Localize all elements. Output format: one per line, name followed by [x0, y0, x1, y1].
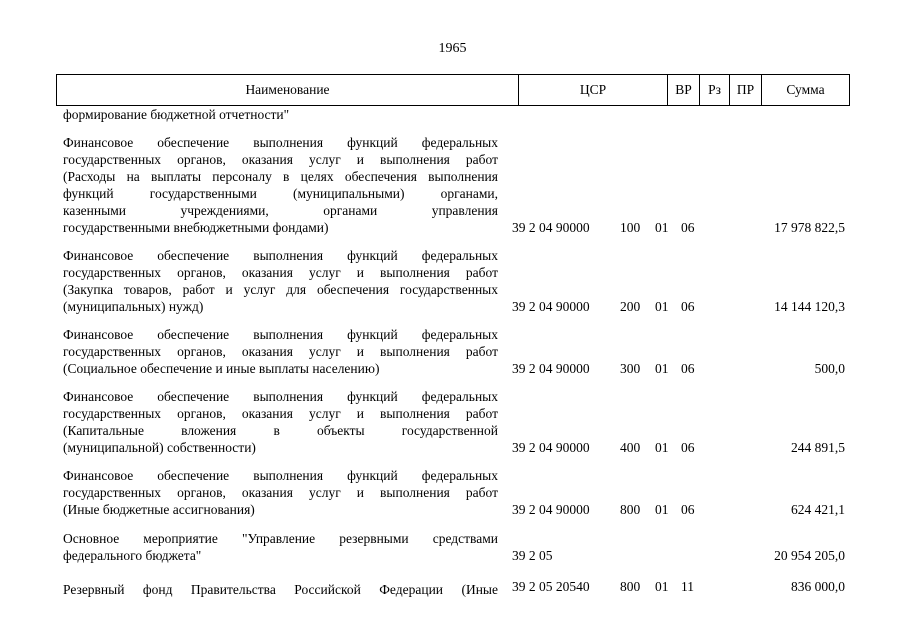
header-csr: ЦСР — [519, 75, 668, 105]
row-pr: 06 — [681, 361, 695, 376]
row-sum: 244 891,5 — [791, 440, 845, 455]
header-sum: Сумма — [786, 82, 825, 97]
row-name-line: Основное мероприятие "Управление резервными средствами — [63, 531, 498, 546]
row-name-line: федерального бюджета" — [63, 548, 202, 563]
row-name-line: государственных органов, оказания услуг и выполнения работ — [63, 485, 498, 500]
row-csr: 39 2 05 20540 — [512, 579, 590, 594]
row-name — [63, 106, 498, 123]
row-vr: 800 — [620, 579, 641, 594]
row-name — [63, 530, 498, 564]
row-name — [63, 247, 498, 315]
row-csr: 39 2 04 90000 — [512, 361, 590, 376]
row-csr: 39 2 04 90000 — [512, 220, 590, 235]
row-sum: 20 954 205,0 — [774, 548, 845, 563]
row-csr: 39 2 04 90000 — [512, 299, 590, 314]
row-pr: 06 — [681, 440, 695, 455]
row-name-line: государственными внебюджетными фондами) — [63, 220, 329, 235]
row-csr: 39 2 05 — [512, 548, 553, 563]
row-name-line: государственных органов, оказания услуг и выполнения работ — [63, 265, 498, 280]
row-name-line: Резервный фонд Правительства Российской Федерации (Иные — [63, 582, 498, 597]
row-name-line: Финансовое обеспечение выполнения функций федеральных — [63, 135, 498, 150]
row-rz: 01 — [655, 502, 669, 517]
table-header — [56, 74, 850, 106]
row-rz: 01 — [655, 299, 669, 314]
row-name-line: государственных органов, оказания услуг и выполнения работ — [63, 344, 498, 359]
page-number: 1965 — [438, 41, 467, 56]
row-name-line: Финансовое обеспечение выполнения функций федеральных — [63, 389, 498, 404]
row-csr: 39 2 04 90000 — [512, 440, 590, 455]
header-vr: ВР — [668, 75, 700, 105]
row-vr: 400 — [620, 440, 641, 455]
row-vr: 200 — [620, 299, 641, 314]
row-rz: 01 — [655, 579, 669, 594]
row-pr: 06 — [681, 299, 695, 314]
row-rz: 01 — [655, 220, 669, 235]
header-rz: Рз — [700, 75, 730, 105]
row-vr: 100 — [620, 220, 641, 235]
row-name-line: (Закупка товаров, работ и услуг для обеспечения государственных — [63, 282, 498, 297]
row-rz: 01 — [655, 440, 669, 455]
row-pr: 06 — [681, 220, 695, 235]
row-name-line: государственных органов, оказания услуг и выполнения работ — [63, 406, 498, 421]
row-name-line: (муниципальных) нужд) — [63, 299, 204, 314]
row-vr: 800 — [620, 502, 641, 517]
row-name-line: (муниципальной) собственности) — [63, 440, 256, 455]
row-name-line: Финансовое обеспечение выполнения функций федеральных — [63, 468, 498, 483]
row-name — [63, 581, 498, 598]
row-name-line: формирование бюджетной отчетности" — [63, 107, 290, 122]
row-vr: 300 — [620, 361, 641, 376]
row-csr: 39 2 04 90000 — [512, 502, 590, 517]
header-pr: ПР — [730, 75, 762, 105]
row-name — [63, 388, 498, 456]
header-name: Наименование — [57, 75, 519, 105]
row-name-line: Финансовое обеспечение выполнения функций федеральных — [63, 248, 498, 263]
row-rz: 01 — [655, 361, 669, 376]
row-name-line: казенными учреждениями, органами управления — [63, 203, 498, 218]
row-name-line: (Капитальные вложения в объекты государственной — [63, 423, 498, 438]
row-name — [63, 134, 498, 236]
row-name-line: (Расходы на выплаты персоналу в целях обеспечения выполнения — [63, 169, 498, 184]
row-name-line: (Социальное обеспечение и иные выплаты населению) — [63, 361, 380, 376]
row-pr: 06 — [681, 502, 695, 517]
row-name — [63, 467, 498, 518]
row-pr: 11 — [681, 579, 694, 594]
row-name-line: функций государственными (муниципальными) органами, — [63, 186, 498, 201]
row-sum: 500,0 — [814, 361, 845, 376]
row-sum: 624 421,1 — [791, 502, 845, 517]
row-name-line: Финансовое обеспечение выполнения функций федеральных — [63, 327, 498, 342]
row-sum: 17 978 822,5 — [774, 220, 845, 235]
row-sum: 14 144 120,3 — [774, 299, 845, 314]
row-name-line: государственных органов, оказания услуг и выполнения работ — [63, 152, 498, 167]
row-name-line: (Иные бюджетные ассигнования) — [63, 502, 255, 517]
row-sum: 836 000,0 — [791, 579, 845, 594]
row-name — [63, 326, 498, 377]
